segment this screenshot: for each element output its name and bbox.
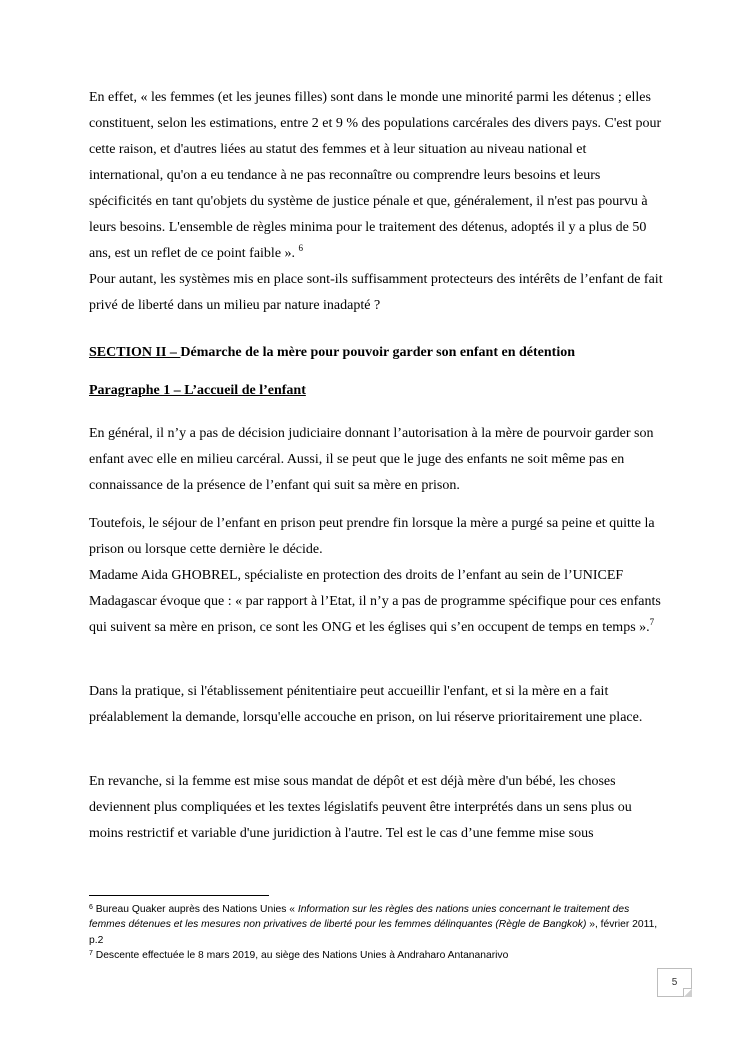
footnote-6-title: Information sur les règles des nations unies concernant le traitement des femmes détenues et les mesures non privatives de liberté pour les femmes délinquantes (Règle de Bangkok)	[89, 904, 630, 931]
body-p4-text: En revanche, si la femme est mise sous mandat de dépôt et est déjà mère d'un bébé, les choses deviennent plus compliquées et les textes législatifs peuvent être interprétés dans un sens plus ou moins restrictif et variable d'une juridiction à l'autre. Tel est le cas d’une femme mise sous	[89, 774, 632, 841]
body-p3-text: Dans la pratique, si l'établissement pénitentiaire peut accueillir l'enfant, et si la mère en a fait préalablement la demande, lorsqu'elle accouche en prison, on lui réserve prioritairement une place.	[89, 684, 643, 725]
footnotes	[89, 902, 659, 964]
intro-quote-paragraph	[89, 85, 664, 267]
body-p2b-text: Madame Aida GHOBREL, spécialiste en protection des droits de l’enfant au sein de l’UNICEF Madagascar évoque que : « par rapport à l’Etat, il n’y a pas de programme spécifique pour ces enfants qui suivent sa mère en prison, ce sont les ONG et les églises qui s’en occupent de temps en temps ».	[89, 568, 661, 635]
footnote-7-text: Descente effectuée le 8 mars 2019, au siège des Nations Unies à Andraharo Antananarivo	[92, 950, 509, 962]
body-p2a-text: Toutefois, le séjour de l’enfant en prison peut prendre fin lorsque la mère a purgé sa peine et quitte la prison ou lorsque cette dernière le décide.	[89, 516, 655, 557]
section-heading	[89, 345, 575, 361]
section-label: SECTION II –	[89, 345, 181, 360]
footnote-7	[89, 948, 659, 963]
footnote-separator	[89, 895, 269, 896]
intro-block	[89, 85, 664, 319]
paragraph-heading: Paragraphe 1 – L’accueil de l’enfant	[89, 383, 306, 398]
section-title: Démarche de la mère pour pouvoir garder son enfant en détention	[180, 345, 575, 360]
footnote-ref-7[interactable]: 7	[649, 617, 655, 627]
body-p2	[89, 511, 664, 641]
footnote-6	[89, 902, 659, 948]
body-p2b-paragraph	[89, 563, 664, 641]
footnote-6-number: 6	[89, 904, 93, 911]
footnote-ref-6[interactable]: 6	[298, 243, 304, 253]
page-fold-icon	[683, 988, 692, 997]
body-p1	[89, 421, 664, 499]
intro-question: Pour autant, les systèmes mis en place sont-ils suffisamment protecteurs des intérêts de l’enfant de fait privé de liberté dans un milieu par nature inadapté ?	[89, 272, 663, 313]
body-p4	[89, 769, 664, 847]
footnote-6-suffix: », février 2011, p.2	[89, 919, 658, 946]
page-number-box	[657, 968, 692, 997]
footnote-6-prefix: Bureau Quaker auprès des Nations Unies «	[92, 904, 298, 915]
body-p3	[89, 679, 664, 731]
body-p1-text: En général, il n’y a pas de décision judiciaire donnant l’autorisation à la mère de pourvoir garder son enfant avec elle en milieu carcéral. Aussi, il se peut que le juge des enfants ne soit même pas en connaissance de la présence de l’enfant qui suit sa mère en prison.	[89, 426, 654, 493]
intro-quote-text: En effet, « les femmes (et les jeunes filles) sont dans le monde une minorité parmi les détenus ; elles constituent, selon les estimations, entre 2 et 9 % des populations carcérales des divers pays. C'est pour cette raison, et d'autres liées au statut des femmes et à leur situation au niveau national et international, qu'on a eu tendance à ne pas reconnaître ou comprendre leurs besoins et leurs spécificités en tant qu'objets du système de justice pénale et que, généralement, il n'est pas pourvu à leurs besoins. L'ensemble de règles minima pour le traitement des détenus, adoptés il y a plus de 50 ans, est un reflet de ce point faible ».	[89, 90, 662, 261]
footnote-7-number: 7	[89, 950, 93, 958]
page-number: 5	[671, 977, 678, 988]
